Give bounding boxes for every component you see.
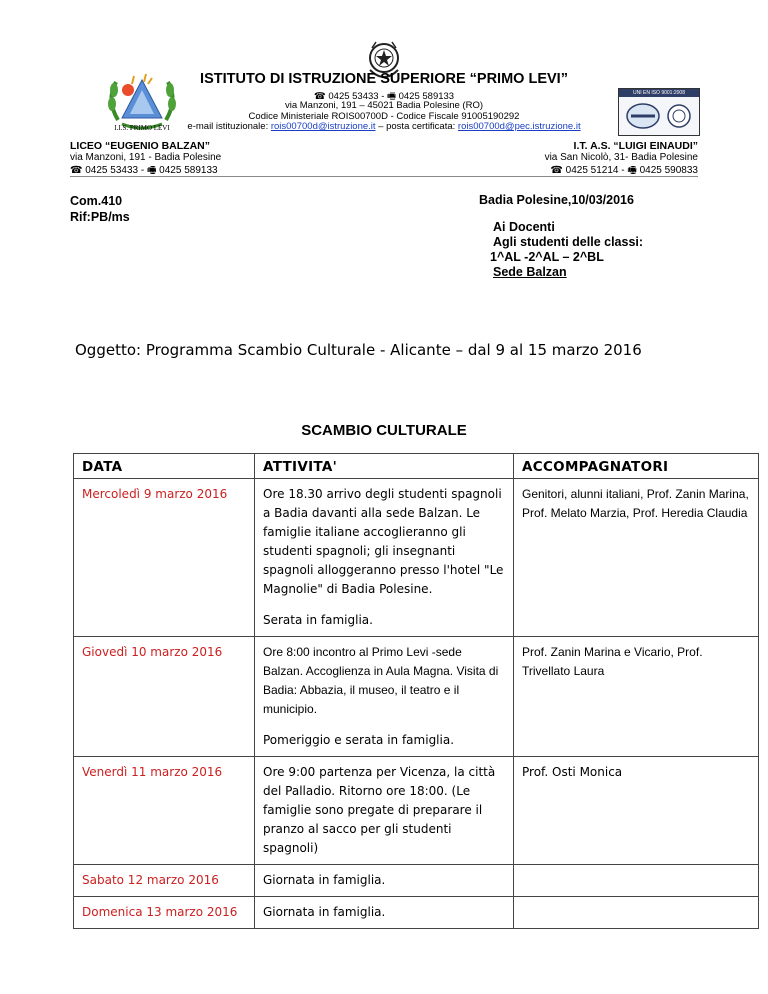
header-companions: ACCOMPAGNATORI	[514, 454, 759, 479]
schedule-table	[73, 453, 759, 929]
school-phone-fax: ☎ 0425 53433 - 🖷 0425 589133	[313, 91, 455, 102]
pec-prefix: – posta certificata:	[375, 121, 458, 132]
section-title: SCAMBIO CULTURALE	[301, 422, 467, 439]
row-date: Sabato 12 marzo 2016	[74, 865, 255, 897]
rif-code: Rif:PB/ms	[70, 210, 130, 224]
branch-right-name: I.T. A.S. “LUIGI EINAUDI”	[573, 140, 698, 152]
recipient-1: Ai Docenti	[493, 220, 555, 234]
header-date: DATA	[74, 454, 255, 479]
com-number: Com.410	[70, 194, 123, 208]
row-companions: Genitori, alunni italiani, Prof. Zanin Marina, Prof. Melato Marzia, Prof. Heredia Claudia	[514, 479, 759, 637]
branch-right-phone: ☎ 0425 51214 - 🖷 0425 590833	[550, 165, 698, 176]
row-activity	[255, 637, 514, 757]
pec-link[interactable]: rois00700d@pec.istruzione.it	[457, 121, 581, 132]
header-divider	[70, 176, 698, 177]
branch-left	[70, 140, 221, 180]
row-companions: Prof. Osti Monica	[514, 757, 759, 865]
recipient-2: Agli studenti delle classi:	[493, 235, 644, 249]
table-header-row	[74, 454, 759, 479]
row-companions	[514, 897, 759, 929]
iso-certification-badge	[618, 88, 700, 136]
logo-caption: I.I.S. PRIMO LEVI	[114, 124, 170, 132]
row-companions	[514, 865, 759, 897]
branch-left-name: LICEO “EUGENIO BALZAN”	[70, 140, 211, 152]
branch-left-address: via Manzoni, 191 - Badia Polesine	[70, 152, 222, 163]
branch-right	[545, 140, 698, 180]
recipient-3: 1^AL -2^AL – 2^BL	[490, 250, 604, 264]
row-activity: Giornata in famiglia.	[255, 865, 514, 897]
row-date: Venerdì 11 marzo 2016	[74, 757, 255, 865]
row-date: Mercoledì 9 marzo 2016	[74, 479, 255, 637]
activity-note: Serata in famiglia.	[263, 613, 373, 627]
email-prefix: e-mail istituzionale:	[187, 121, 271, 132]
table-row	[74, 757, 759, 865]
activity-note: Pomeriggio e serata in famiglia.	[263, 733, 455, 747]
place-date: Badia Polesine,10/03/2016	[479, 193, 634, 207]
activity-text: Ore 18.30 arrivo degli studenti spagnoli a Badia davanti alla sede Balzan. Le famiglie italiane accoglieranno gli studenti spagnoli; gli insegnanti spagnoli alloggeranno presso l'hotel "Le Magnolie" di Badia Polesine.	[263, 487, 504, 596]
activity-text: Ore 8:00 incontro al Primo Levi -sede Balzan. Accoglienza in Aula Magna. Visita di Badia: Abbazia, il museo, il teatro e il municipio.	[263, 645, 499, 716]
email-link[interactable]: rois00700d@istruzione.it	[270, 121, 376, 132]
school-codes: Codice Ministeriale ROIS00700D - Codice Fiscale 91005190292	[248, 111, 520, 122]
school-email-line	[150, 121, 618, 132]
recipients-block	[490, 220, 644, 280]
reference-block	[70, 193, 130, 225]
row-date: Domenica 13 marzo 2016	[74, 897, 255, 929]
branch-left-phone: ☎ 0425 53433 - 🖷 0425 589133	[70, 165, 218, 176]
certification-seal-icon	[623, 101, 695, 131]
table-row	[74, 479, 759, 637]
cert-label: UNI EN ISO 9001:2008	[619, 89, 699, 97]
row-companions: Prof. Zanin Marina e Vicario, Prof. Trivellato Laura	[514, 637, 759, 757]
branch-right-address: via San Nicolò, 31- Badia Polesine	[544, 152, 698, 163]
school-name: ISTITUTO DI ISTRUZIONE SUPERIORE “PRIMO LEVI”	[200, 71, 568, 87]
row-activity: Giornata in famiglia.	[255, 897, 514, 929]
table-row	[74, 637, 759, 757]
school-address: via Manzoni, 191 – 45021 Badia Polesine (RO)	[284, 100, 484, 111]
row-date: Giovedì 10 marzo 2016	[74, 637, 255, 757]
recipient-site: Sede Balzan	[493, 265, 567, 279]
table-row	[74, 865, 759, 897]
header-activity: ATTIVITA'	[255, 454, 514, 479]
row-activity	[255, 479, 514, 637]
row-activity: Ore 9:00 partenza per Vicenza, la città del Palladio. Ritorno ore 18:00. (Le famiglie sono pregate di preparare il pranzo al sacco per gli studenti spagnoli)	[255, 757, 514, 865]
table-row	[74, 897, 759, 929]
letter-subject: Oggetto: Programma Scambio Culturale - Alicante – dal 9 al 15 marzo 2016	[75, 341, 642, 359]
